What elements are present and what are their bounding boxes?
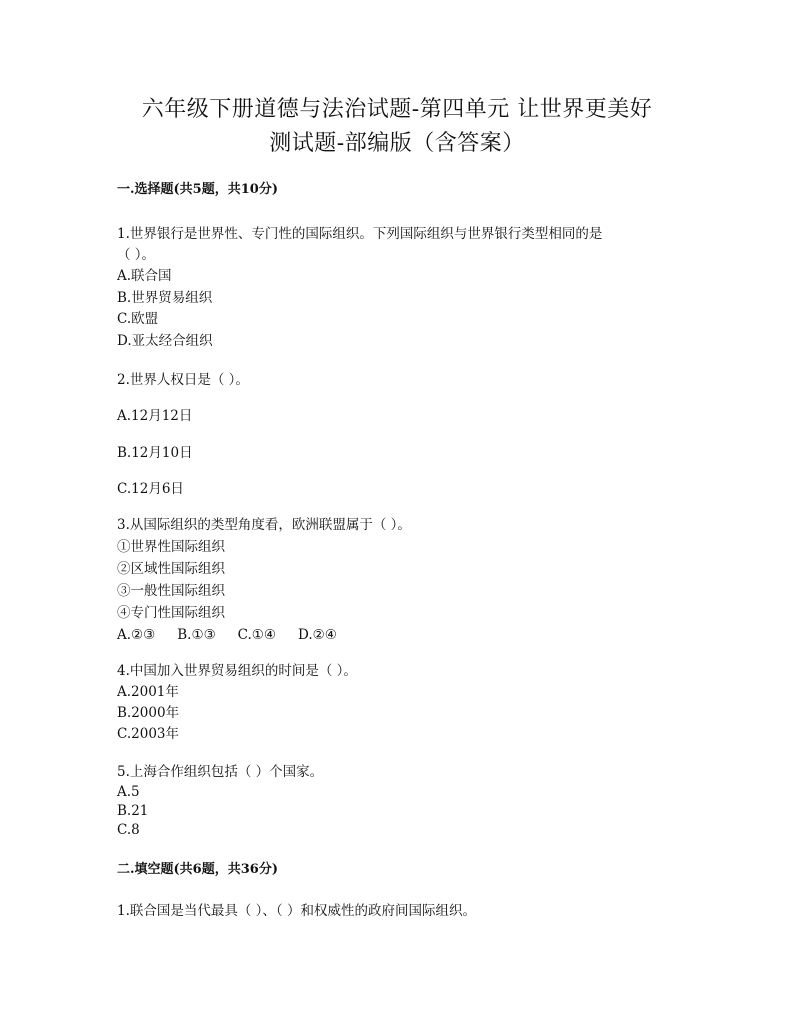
question-3-item-2: ②区域性国际组织 xyxy=(117,561,225,577)
question-5-option-a: A.5 xyxy=(117,784,140,800)
document-title-line1: 六年级下册道德与法治试题-第四单元 让世界更美好 xyxy=(141,97,653,122)
question-4-option-a: A.2001年 xyxy=(117,684,179,700)
question-5-option-b: B.21 xyxy=(117,803,149,819)
question-4-option-b: B.2000年 xyxy=(117,705,180,721)
question-1-option-a: A.联合国 xyxy=(117,268,172,284)
question-2-option-b: B.12月10日 xyxy=(117,445,193,461)
question-1-stem-cont: （ ）。 xyxy=(117,247,156,263)
question-2-option-a: A.12月12日 xyxy=(117,408,193,424)
question-1-option-c: C.欧盟 xyxy=(117,311,159,327)
document-title-line2: 测试题-部编版（含答案） xyxy=(269,131,525,156)
question-2-stem: 2.世界人权日是（ ）。 xyxy=(117,372,249,388)
question-3-item-3: ③一般性国际组织 xyxy=(117,583,225,599)
question-2-option-c: C.12月6日 xyxy=(117,481,184,497)
section-heading-fill-in: 二.填空题(共6题，共36分) xyxy=(117,862,278,877)
question-4-option-c: C.2003年 xyxy=(117,726,179,742)
question-4-stem: 4.中国加入世界贸易组织的时间是（ ）。 xyxy=(117,663,357,679)
question-3-options-row xyxy=(117,625,359,645)
question-3-option-c: C.①④ xyxy=(237,627,277,643)
question-3-option-b: B.①③ xyxy=(177,627,216,643)
question-5-option-c: C.8 xyxy=(117,822,140,838)
question-3-item-4: ④专门性国际组织 xyxy=(117,605,225,621)
question-1-stem: 1.世界银行是世界性、专门性的国际组织。下列国际组织与世界银行类型相同的是 xyxy=(117,226,603,242)
question-3-stem: 3.从国际组织的类型角度看，欧洲联盟属于（ ）。 xyxy=(117,517,411,533)
question-3-item-1: ①世界性国际组织 xyxy=(117,539,225,555)
question-5-stem: 5.上海合作组织包括（ ）个国家。 xyxy=(117,764,324,780)
question-3-option-a: A.②③ xyxy=(117,627,156,643)
section-heading-choice: 一.选择题(共5题，共10分) xyxy=(117,182,278,197)
fill-question-1-stem: 1.联合国是当代最具（ ）、（ ）和权威性的政府间国际组织。 xyxy=(117,903,476,919)
question-3-option-d: D.②④ xyxy=(298,627,337,643)
question-1-option-b: B.世界贸易组织 xyxy=(117,290,213,306)
question-1-option-d: D.亚太经合组织 xyxy=(117,333,213,349)
